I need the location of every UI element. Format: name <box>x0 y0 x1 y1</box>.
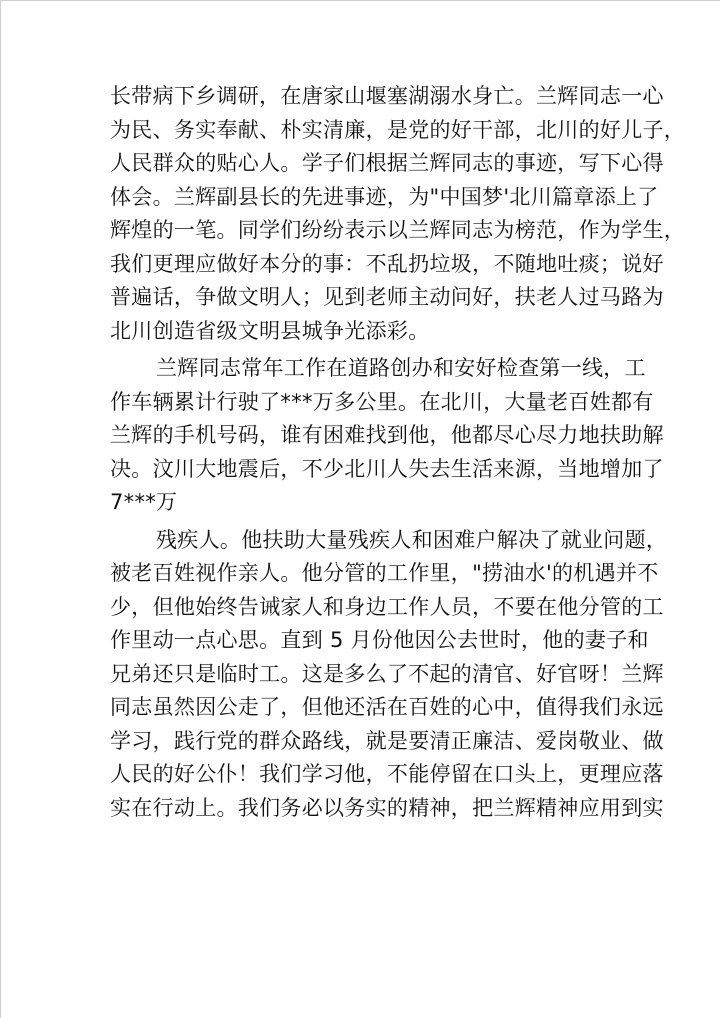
text-line: 作车辆累计行驶了***万多公里。在北川，大量老百姓都有 <box>110 389 654 414</box>
text-line: 体会。兰辉副县长的先进事迹，为"中国梦'北川篇章添上了 <box>110 184 659 209</box>
text-line: 人民群众的贴心人。学子们根据兰辉同志的事迹，写下心得 <box>110 151 664 175</box>
text-line: 辉煌的一笔。同学们纷纷表示以兰辉同志为榜范，作为学生， <box>110 218 686 242</box>
text-line: 实在行动上。我们务必以务实的精神，把兰辉精神应用到实 <box>110 795 664 820</box>
text-line: 为民、务实奉献、朴实清廉，是党的好干部，北川的好儿子， <box>110 117 686 142</box>
text-line: 作里动一点心思。直到 5 月份他因公去世时，他的妻子和 <box>110 628 649 652</box>
text-line: 兰辉的手机号码，谁有困难找到他，他都尽心尽力地扶助解 <box>110 423 664 447</box>
text-line: 长带病下乡调研，在唐家山堰塞湖溺水身亡。兰辉同志一心 <box>110 84 664 108</box>
text-line: 学习，践行党的群众路线，就是要清正廉洁、爱岗敬业、做 <box>110 728 664 753</box>
paragraph-3 <box>110 527 668 820</box>
text-line: 兰辉同志常年工作在道路创办和安好检查第一线，工 <box>156 356 646 380</box>
text-line: 同志虽然因公走了，但他还活在百姓的心中，值得我们永远 <box>110 695 664 719</box>
text-line: 兄弟还只是临时工。这是多么了不起的清官、好官呀！兰辉 <box>110 661 664 686</box>
paragraph-1 <box>110 84 686 343</box>
page-left-edge <box>0 0 1 1018</box>
text-line: 普遍话，争做文明人；见到老师主动问好，扶老人过马路为 <box>110 285 664 309</box>
page-top-edge <box>0 0 720 1</box>
text-line: 人民的好公仆！我们学习他，不能停留在口头上，更理应落 <box>110 762 664 786</box>
paragraph-2 <box>110 356 664 514</box>
text-line: 被老百姓视作亲人。他分管的工作里，"捞油水'的机遇并不 <box>110 561 659 585</box>
document-body <box>110 84 686 831</box>
text-line: 北川创造省级文明县城争光添彩。 <box>110 318 430 343</box>
text-line: 7***万 <box>110 490 178 514</box>
text-line: 决。汶川大地震后，不少北川人失去生活来源，当地增加了 <box>110 456 664 481</box>
text-line: 我们更理应做好本分的事：不乱扔垃圾，不随地吐痰；说好 <box>110 251 664 276</box>
text-line: 少，但他始终告诫家人和身边工作人员，不要在他分管的工 <box>110 594 664 619</box>
text-line: 残疾人。他扶助大量残疾人和困难户解决了就业问题， <box>156 527 668 552</box>
